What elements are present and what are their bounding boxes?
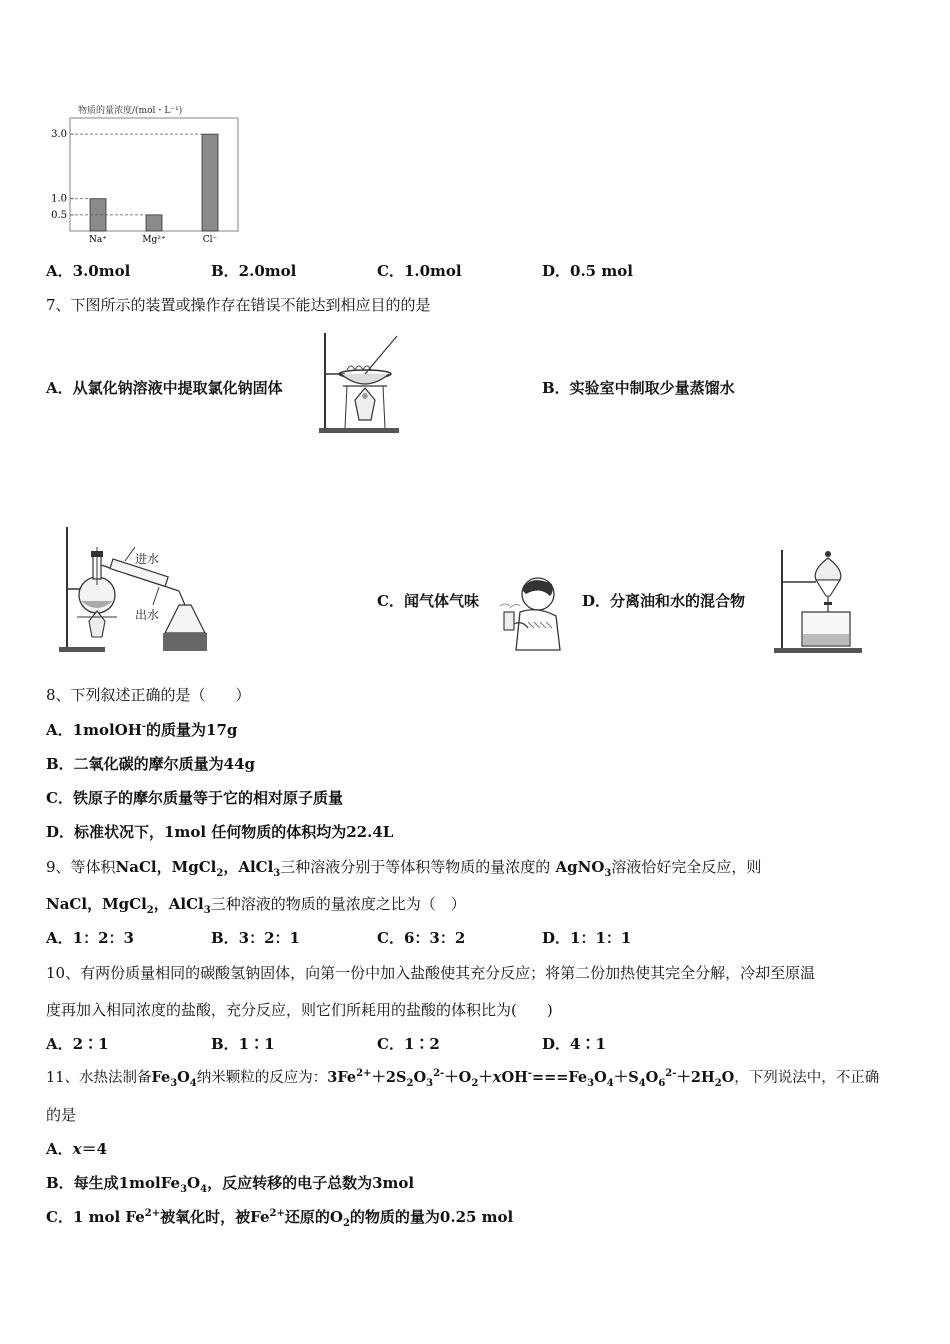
q11-supm: -: [527, 1068, 532, 1080]
q9-s1e: AgNO: [555, 858, 605, 876]
q11-eq: ===Fe: [531, 1069, 588, 1086]
q9-s1b: NaCl，MgCl: [115, 858, 217, 876]
evaporation-apparatus-image: [315, 330, 405, 435]
q6-option-b: B．2.0mol: [211, 262, 297, 280]
q11-o4: O: [645, 1069, 659, 1086]
q8-a-pre: A．1molOH: [46, 721, 142, 739]
q9-option-d: D．1：1：1: [542, 929, 632, 947]
q9-s2c: 三种溶液的物质的量浓度之比为（ ）: [210, 895, 466, 913]
q8-option-c: C．铁原子的摩尔质量等于它的相对原子质量: [46, 789, 343, 807]
q11-b-sub4: 4: [200, 1184, 208, 1195]
q9-option-b: B．3：2：1: [211, 929, 300, 947]
q11-x: x: [492, 1069, 502, 1086]
q11-b-sub3: 3: [180, 1184, 188, 1195]
q9-sub3b: 3: [604, 868, 612, 879]
q11-c-mid: 被氧化时，被: [160, 1208, 251, 1226]
q11-2s: ＋2S: [371, 1069, 407, 1086]
q9-option-c: C．6：3：2: [377, 929, 466, 947]
chart-bar: [146, 215, 162, 231]
q11-b-pre: B．每生成1molFe: [46, 1174, 181, 1192]
q9-s1f: 溶液恰好完全反应，则: [611, 858, 762, 876]
q9-s1a: 9、等体积: [46, 858, 116, 876]
q10-option-b: B．1∶1: [211, 1035, 275, 1053]
q8-option-b: B．二氧化碳的摩尔质量为44g: [46, 755, 256, 773]
q8-option-d: D．标准状况下，1mol 任何物质的体积均为22.4L: [46, 823, 394, 841]
q11-sup2m2: 2-: [665, 1068, 677, 1080]
q10-option-c: C．1∶2: [377, 1035, 440, 1053]
q8-stem: 8、下列叙述正确的是（ ）: [46, 686, 251, 704]
q11-b-o: O: [187, 1174, 201, 1192]
q11-a-post: ＝4: [81, 1140, 108, 1158]
q11-c-mid2: 还原的O: [284, 1208, 343, 1226]
q11-fe: Fe: [151, 1069, 171, 1086]
q11-sub4b: 4: [606, 1077, 614, 1089]
q6-option-c: C．1.0mol: [377, 262, 462, 280]
q7-stem: 7、下图所示的装置或操作存在错误不能达到相应目的的是: [46, 296, 431, 314]
chart-ytick-label: 1.0: [51, 193, 67, 205]
q7-option-c: C．闻气体气味: [377, 592, 479, 610]
q11-o3: O: [594, 1069, 607, 1086]
q10-option-a: A．2∶1: [46, 1035, 109, 1053]
separatory-funnel-image: [772, 548, 867, 656]
q11-sub6: 6: [658, 1077, 666, 1089]
q8-option-a: [46, 720, 237, 740]
chart-xtick-label: Na⁺: [89, 235, 107, 245]
q11-px: ＋: [478, 1069, 493, 1086]
q11-sub4: 4: [189, 1077, 197, 1089]
q11-sub2c: 2: [714, 1077, 722, 1089]
q11-stem-line2: 的是: [46, 1106, 77, 1124]
q11-sub3: 3: [170, 1077, 178, 1089]
q11-oh: OH: [501, 1069, 528, 1086]
q6-option-d: D．0.5 mol: [542, 262, 633, 280]
q9-option-a: A．1：2：3: [46, 929, 134, 947]
q11-3fe: 3Fe: [327, 1069, 357, 1086]
q11-c-fe: Fe: [250, 1208, 270, 1226]
q7-option-d: D．分离油和水的混合物: [582, 592, 746, 610]
q11-sub2a: 2: [406, 1077, 414, 1089]
q11-c-sup2: 2+: [269, 1208, 285, 1219]
q11-c-sup: 2+: [144, 1208, 161, 1219]
chart-bar: [202, 134, 218, 231]
q9-sub2b: 2: [146, 905, 154, 916]
chart-ytick-label: 0.5: [51, 209, 67, 221]
q9-stem-line2: [46, 894, 466, 914]
q8-a-post: 的质量为17g: [146, 721, 238, 739]
q11-o: O: [177, 1069, 190, 1086]
q11-sub4c: 4: [638, 1077, 646, 1089]
distillation-label-in: 进水: [135, 552, 160, 566]
q7-option-a: A．从氯化钠溶液中提取氯化钠固体: [46, 379, 283, 397]
q11-b-post: ，反应转移的电子总数为3mol: [207, 1174, 415, 1192]
q9-stem-line1: [46, 857, 761, 877]
q9-sub3c: 3: [203, 905, 211, 916]
q9-s1d: 三种溶液分别于等体积等物质的量浓度的: [280, 858, 551, 876]
q7-option-b: B．实验室中制取少量蒸馏水: [542, 379, 735, 397]
q11-option-b: [46, 1173, 414, 1193]
q11-tail: ，下列说法中，不正确: [734, 1070, 880, 1086]
q10-stem-line2: 度再加入相同浓度的盐酸，充分反应，则它们所耗用的盐酸的体积比为( ): [46, 1001, 553, 1019]
q11-sub3b: 3: [426, 1077, 434, 1089]
q11-sub3c: 3: [587, 1077, 595, 1089]
q11-stem-line1: [46, 1068, 879, 1088]
q8-a-sup: -: [141, 721, 147, 732]
q11-sub2b: 2: [471, 1077, 479, 1089]
q11-sup2p: 2+: [356, 1068, 372, 1080]
q9-s1c: ，AlCl: [223, 858, 274, 876]
concentration-bar-chart: [40, 100, 250, 250]
q11-ps4: ＋S: [613, 1069, 639, 1086]
chart-ytick-label: 3.0: [51, 129, 67, 141]
distillation-label-out: 出水: [135, 608, 160, 622]
q11-c-sub2: 2: [342, 1218, 350, 1229]
q11-c-post: 的物质的量为0.25 mol: [349, 1208, 514, 1226]
q11-o5: O: [721, 1069, 735, 1086]
q10-option-d: D．4∶1: [542, 1035, 606, 1053]
q9-sub3: 3: [273, 868, 281, 879]
chart-ylabel: 物质的量浓度/(mol・L⁻¹): [78, 106, 183, 116]
q11-a-pre: A．: [46, 1140, 73, 1158]
q11-a-x: x: [72, 1140, 82, 1158]
q11-o2: O: [413, 1069, 427, 1086]
chart-xtick-label: Mg²⁺: [142, 235, 166, 245]
q9-s2a: NaCl，MgCl: [46, 895, 147, 913]
q11-nano: 纳米颗粒的反应为：: [196, 1070, 328, 1086]
q11-p2h: ＋2H: [676, 1069, 715, 1086]
chart-xtick-label: Cl⁻: [202, 235, 218, 245]
q6-option-a: A．3.0mol: [46, 262, 131, 280]
q9-s2b: ，AlCl: [153, 895, 204, 913]
q11-c-pre: C．1 mol Fe: [46, 1208, 145, 1226]
smelling-gas-image: [490, 572, 570, 652]
q11-sup2m: 2-: [433, 1068, 445, 1080]
q11-option-c: [46, 1207, 513, 1227]
q11-po: ＋O: [444, 1069, 472, 1086]
q9-sub2: 2: [216, 868, 224, 879]
distillation-apparatus-image: [55, 525, 215, 655]
q11-option-a: [46, 1139, 107, 1159]
q11-pre: 11、水热法制备: [46, 1070, 152, 1086]
q10-stem-line1: 10、有两份质量相同的碳酸氢钠固体，向第一份中加入盐酸使其充分反应；将第二份加热使其完全分解，冷却至原温: [46, 964, 816, 982]
